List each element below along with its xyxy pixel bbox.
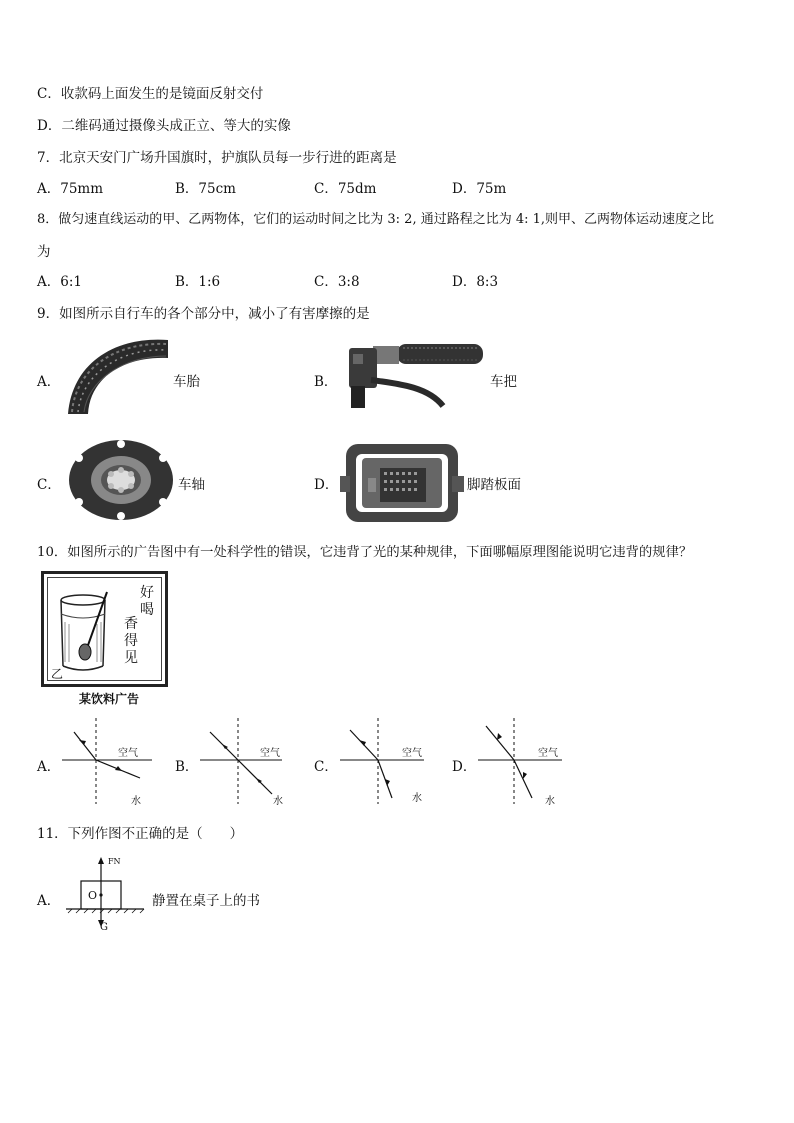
ad-slogan-char-3: 香 bbox=[124, 616, 138, 632]
q10-b-water-label: 水 bbox=[273, 796, 283, 807]
q10-option-c-letter: C． bbox=[314, 759, 338, 775]
q8-option-a: A．6:1 bbox=[37, 274, 82, 290]
q11-option-a-label: 静置在桌子上的书 bbox=[152, 893, 260, 909]
q8-stem-cont: 为 bbox=[37, 244, 51, 260]
q7-option-d: D．75m bbox=[452, 181, 507, 197]
gravity-label: G bbox=[100, 922, 108, 933]
q10-option-a-letter: A． bbox=[37, 759, 61, 775]
ad-slogan-char-1: 好 bbox=[140, 585, 154, 601]
q9-option-b-label: 车把 bbox=[490, 374, 517, 390]
q10-d-water-label: 水 bbox=[545, 796, 555, 807]
glass-with-spoon-image bbox=[57, 592, 117, 674]
q8-option-c: C．3:8 bbox=[314, 274, 360, 290]
q10-b-air-label: 空气 bbox=[260, 748, 280, 759]
q9-option-a-label: 车胎 bbox=[173, 374, 200, 390]
q7-stem: 7．北京天安门广场升国旗时，护旗队员每一步行进的距离是 bbox=[37, 150, 397, 166]
q7-option-b: B．75cm bbox=[175, 181, 236, 197]
q8-stem: 8．做匀速直线运动的甲、乙两物体，它们的运动时间之比为 3: 2, 通过路程之比为 4: 1,则甲、乙两物体运动速度之比 bbox=[37, 212, 715, 227]
pedal-image bbox=[340, 440, 464, 526]
q7-option-a: A．75mm bbox=[37, 181, 104, 197]
axle-image bbox=[67, 438, 175, 520]
q10-a-water-label: 水 bbox=[131, 796, 141, 807]
ad-slogan-second-column bbox=[124, 616, 138, 667]
q9-option-c-label: 车轴 bbox=[178, 477, 205, 493]
book-center-label: O bbox=[88, 889, 98, 902]
ad-caption: 某饮料广告 bbox=[79, 692, 140, 706]
q10-a-air-label: 空气 bbox=[118, 748, 138, 759]
handlebar-image bbox=[343, 340, 489, 412]
ad-slogan bbox=[140, 585, 154, 619]
q11-stem: 11．下列作图不正确的是（ ） bbox=[37, 826, 244, 842]
ad-slogan-char-2: 喝 bbox=[140, 602, 154, 618]
q9-option-b-letter: B． bbox=[314, 374, 338, 390]
q10-c-air-label: 空气 bbox=[402, 748, 422, 759]
q6-option-d: D．二维码通过摄像头成正立、等大的实像 bbox=[37, 118, 291, 134]
q10-option-d-letter: D． bbox=[452, 759, 477, 775]
ad-corner-label: 乙 bbox=[51, 667, 64, 681]
ad-slogan-char-5: 见 bbox=[124, 650, 138, 666]
q9-option-d-label: 脚踏板面 bbox=[467, 477, 521, 493]
q10-option-b-letter: B． bbox=[175, 759, 199, 775]
q9-option-d-letter: D． bbox=[314, 477, 339, 493]
tire-image bbox=[64, 334, 168, 414]
q11-option-a-letter: A． bbox=[37, 893, 61, 909]
q8-option-b: B．1:6 bbox=[175, 274, 221, 290]
normal-force-label: FN bbox=[108, 857, 121, 866]
q9-option-a-letter: A． bbox=[37, 374, 61, 390]
q6-option-c: C．收款码上面发生的是镜面反射交付 bbox=[37, 86, 264, 102]
q10-stem: 10．如图所示的广告图中有一处科学性的错误，它违背了光的某种规律，下面哪幅原理图能说明它违背的规律？ bbox=[37, 545, 693, 560]
q10-c-water-label: 水 bbox=[412, 793, 422, 804]
q9-option-c-letter: C． bbox=[37, 477, 61, 493]
ad-slogan-char-4: 得 bbox=[124, 633, 138, 649]
q8-option-d: D．8:3 bbox=[452, 274, 499, 290]
refraction-diagram-d bbox=[478, 718, 570, 806]
q9-stem: 9．如图所示自行车的各个部分中，减小了有害摩擦的是 bbox=[37, 306, 370, 322]
q10-d-air-label: 空气 bbox=[538, 748, 558, 759]
q7-option-c: C．75dm bbox=[314, 181, 377, 197]
